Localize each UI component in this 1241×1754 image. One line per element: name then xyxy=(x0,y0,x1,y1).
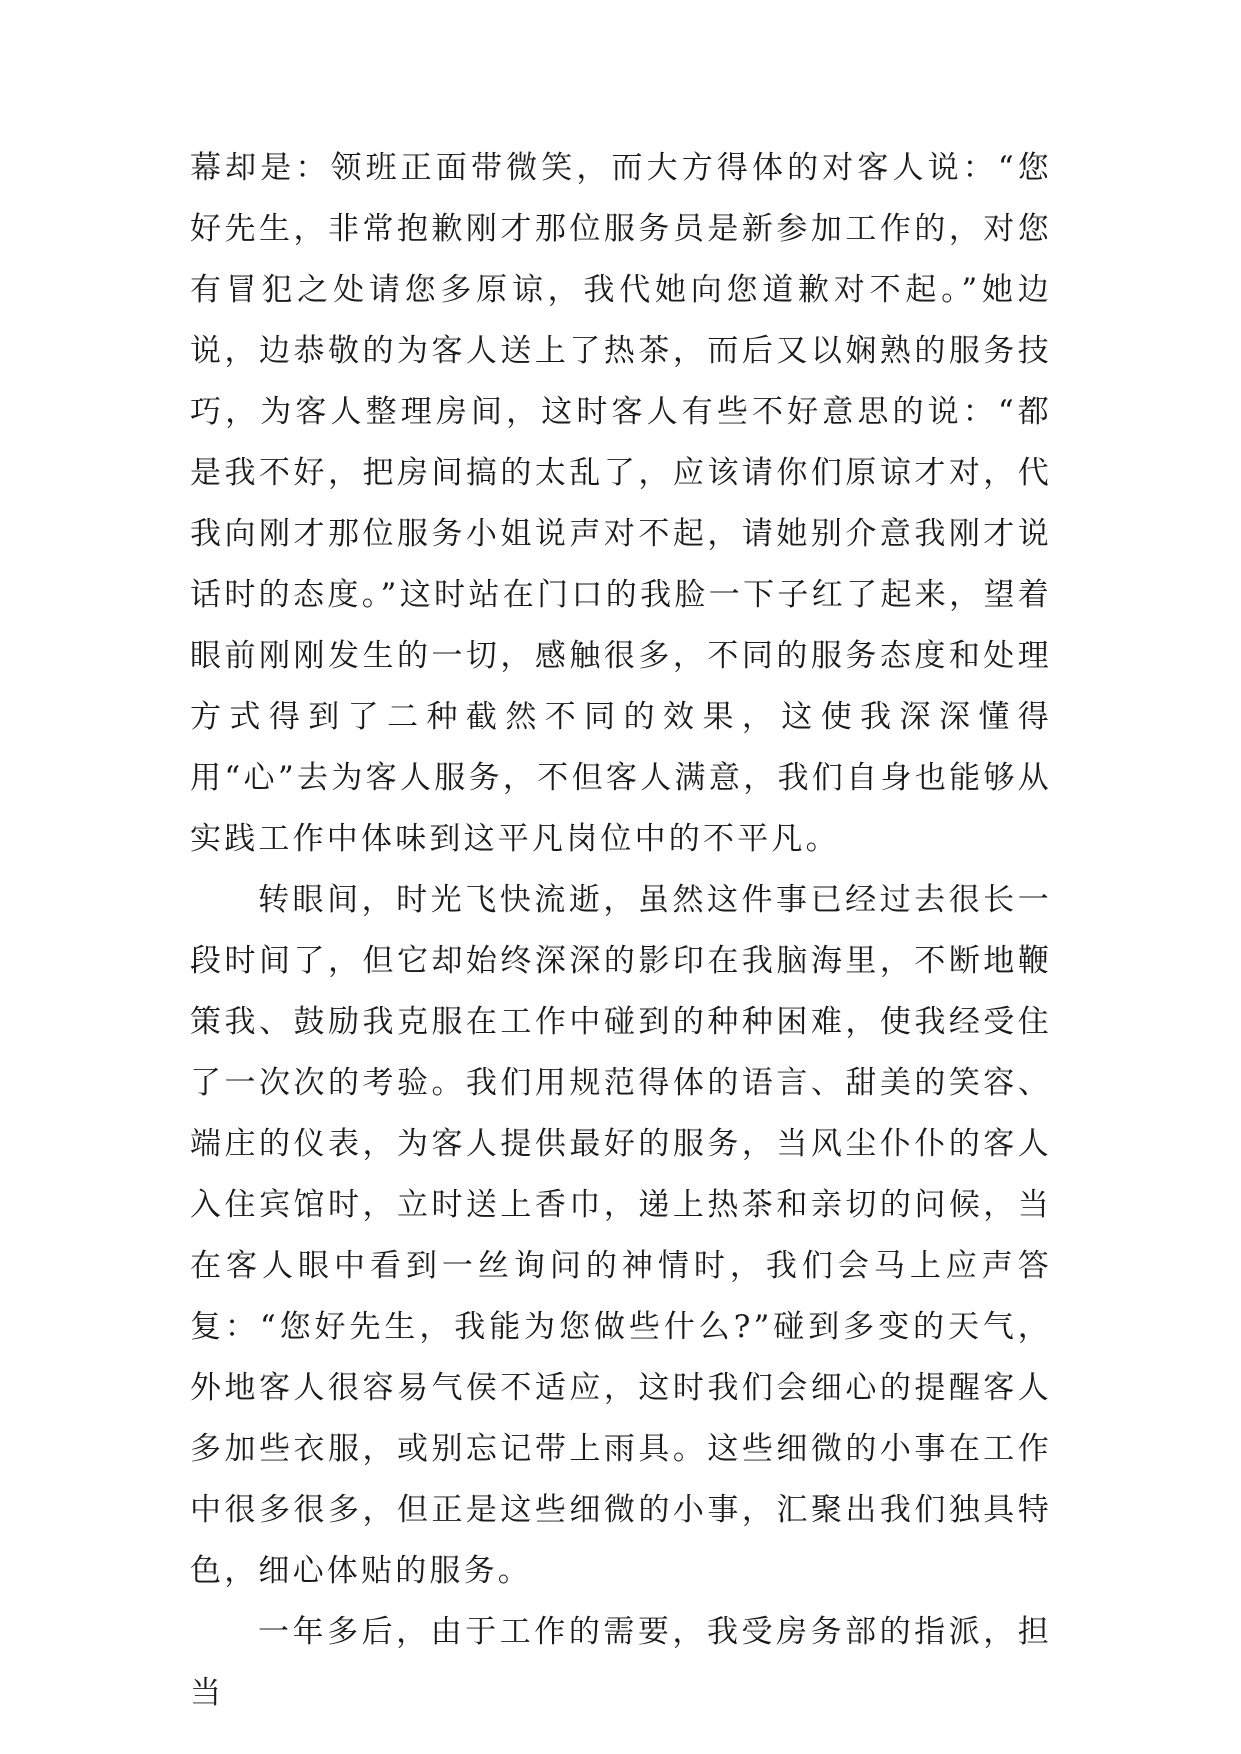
paragraph: 转眼间，时光飞快流逝，虽然这件事已经过去很长一段时间了，但它却始终深深的影印在我脑海里，不断地鞭策我、鼓励我克服在工作中碰到的种种困难，使我经受住了一次次的考验。我们用规范得体的语言、甜美的笑容、端庄的仪表，为客人提供最好的服务，当风尘仆仆的客人入住宾馆时，立时送上香巾，递上热茶和亲切的问候，当在客人眼中看到一丝询问的神情时，我们会马上应声答复：“您好先生，我能为您做些什么?”碰到多变的天气，外地客人很容易气侯不适应，这时我们会细心的提醒客人多加些衣服，或别忘记带上雨具。这些细微的小事在工作中很多很多，但正是这些细微的小事，汇聚出我们独具特色，细心体贴的服务。 xyxy=(190,882,1052,1589)
paragraph-continued: 幕却是：领班正面带微笑，而大方得体的对客人说：“您好先生，非常抱歉刚才那位服务员是新参加工作的，对您有冒犯之处请您多原谅，我代她向您道歉对不起。”她边说，边恭敬的为客人送上了热茶，而后又以娴熟的服务技巧，为客人整理房间，这时客人有些不好意思的说：“都是我不好，把房间搞的太乱了，应该请你们原谅才对，代我向刚才那位服务小姐说声对不起，请她别介意我刚才说话时的态度。”这时站在门口的我脸一下子红了起来，望着眼前刚刚发生的一切，感触很多，不同的服务态度和处理方式得到了二种截然不同的效果，这使我深深懂得用“心”去为客人服务，不但客人满意，我们自身也能够从实践工作中体味到这平凡岗位中的不平凡。 xyxy=(190,150,1052,857)
body-text xyxy=(190,138,1052,1724)
paragraph: 一年多后，由于工作的需要，我受房务部的指派，担当 xyxy=(190,1614,1052,1711)
